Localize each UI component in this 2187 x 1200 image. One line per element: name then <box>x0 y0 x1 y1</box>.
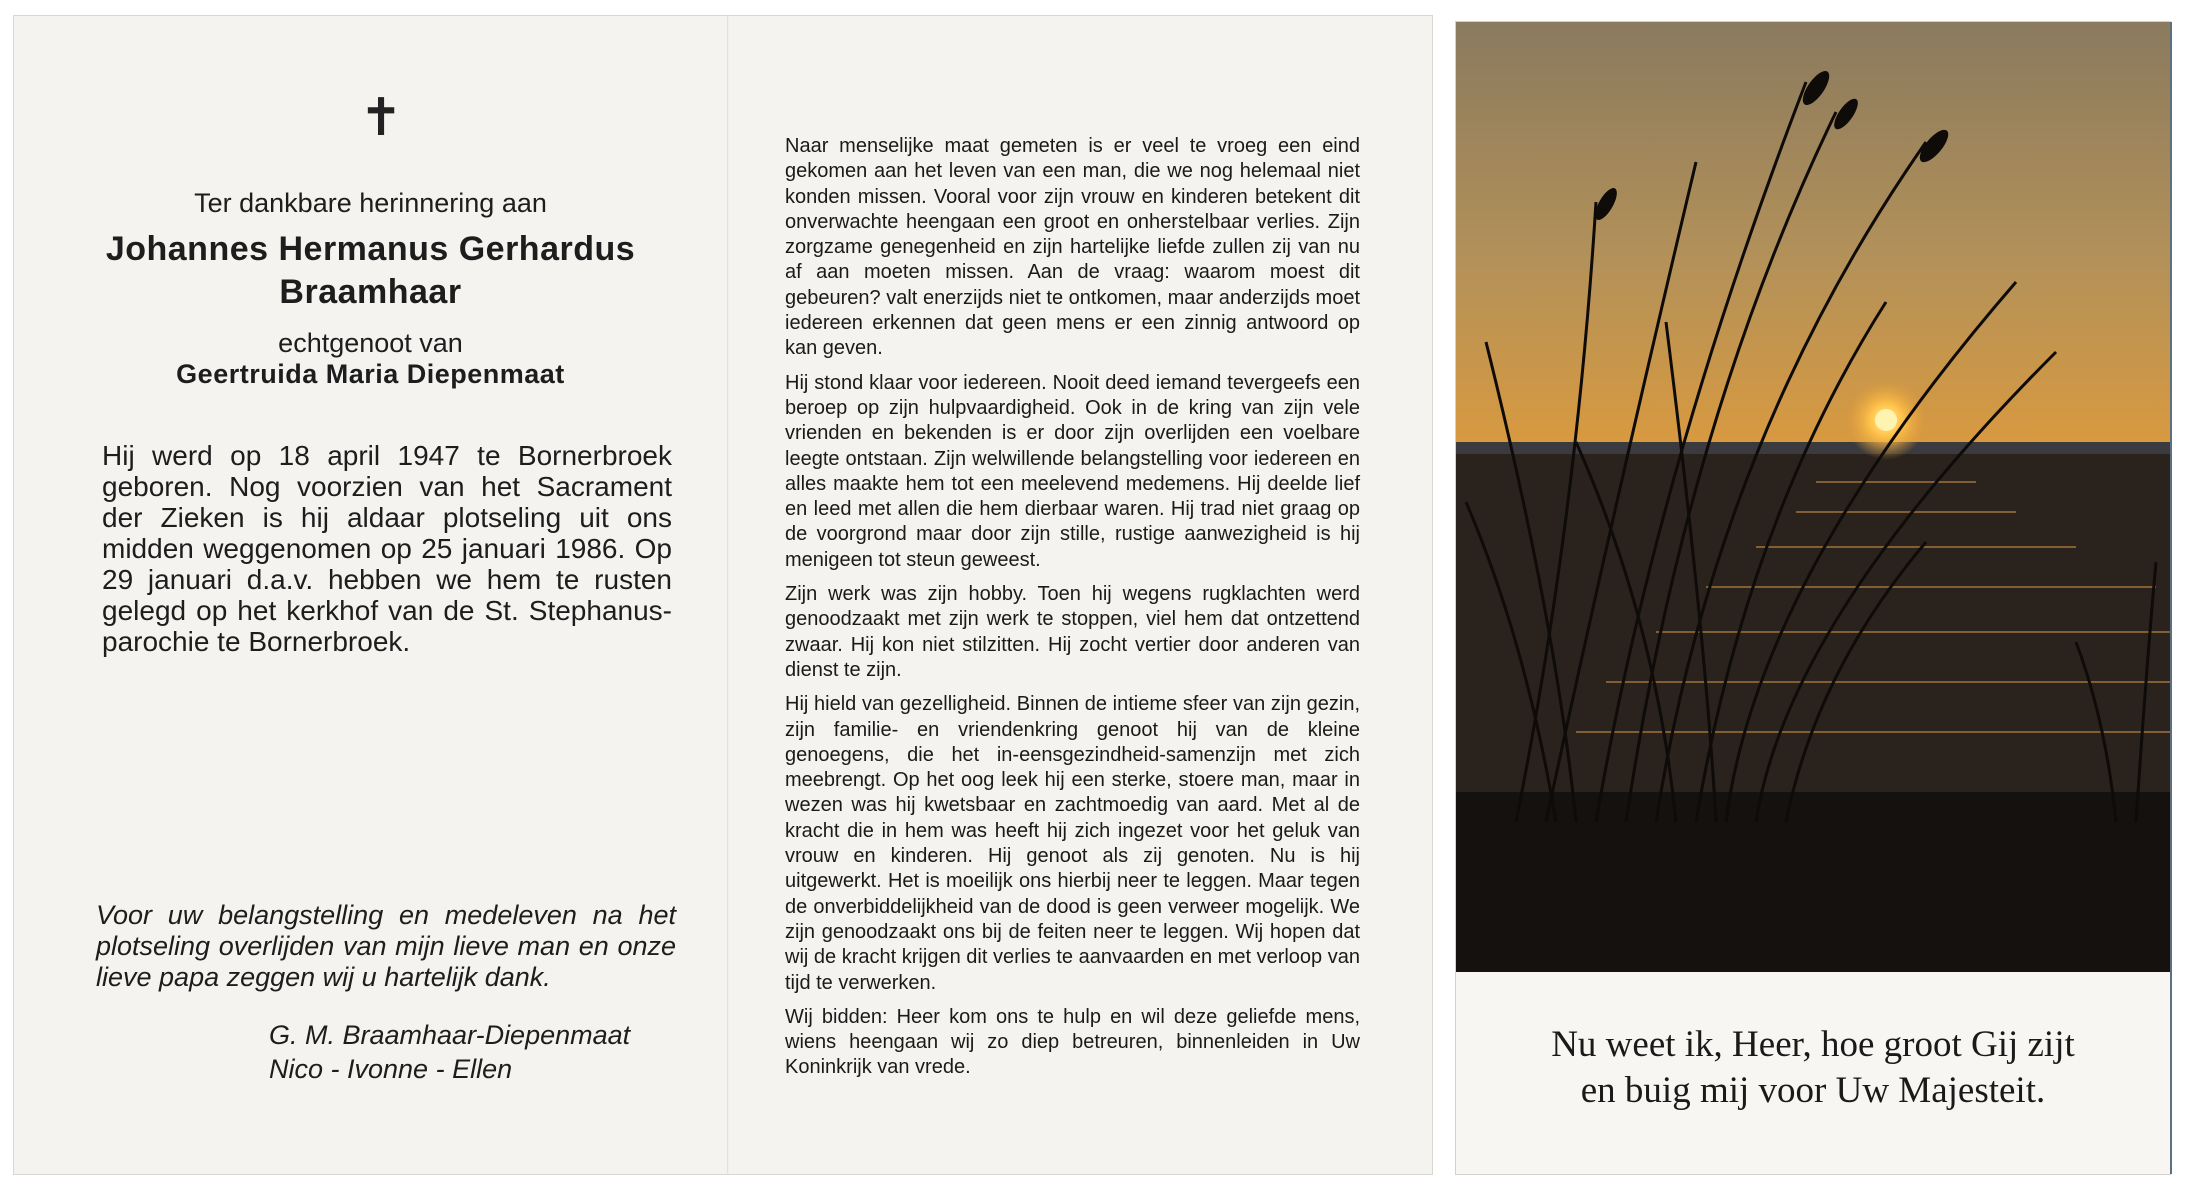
paragraph: Hij stond klaar voor iedereen. Nooit deed iemand tevergeefs een beroep op zijn hulpvaardigheid. Ook in de kring van zijn vele vrienden en bekenden is er door zijn overlijden een voelbare leegte ontstaan. Zijn welwillende belangstelling voor iedereen en alles maakte hem tot een meelevend medemens. Hij deelde lief en leed met allen die hem dierbaar waren. Hij trad niet graag op de voorgrond maar door zijn stille, rustige aanwezigheid is hij menigeen tot steun geweest. <box>785 371 1360 571</box>
spouse-name: Geertruida Maria Diepenmaat <box>176 359 565 389</box>
signature-line-2: Nico - Ivonne - Ellen <box>269 1054 513 1084</box>
deceased-name <box>14 228 727 314</box>
cross-icon: ✝ <box>359 88 403 148</box>
signature-line-1: G. M. Braamhaar-Diepenmaat <box>269 1020 631 1050</box>
thanks-text: Voor uw belangstelling en medeleven na het plotseling overlijden van mijn lieve man en onze lieve papa zeggen wij u hartelijk dank. <box>96 900 676 992</box>
name-line-2: Braamhaar <box>279 273 462 311</box>
biography-text: Hij werd op 18 april 1947 te Bornerbroek geboren. Nog voorzien van het Sacrament der Zieken is hij aldaar plotseling uit ons midden weggenomen op 25 januari 1986. Op 29 januari d.a.v. hebben we hem te rusten gelegd op het kerkhof van de St. Stephanus-parochie te Bornerbroek. <box>102 440 672 657</box>
name-line-1: Johannes Hermanus Gerhardus <box>105 230 636 268</box>
paragraph: Naar menselijke maat gemeten is er veel te vroeg een eind gekomen aan het leven van een man, die we nog helemaal niet konden missen. Vooral voor zijn vrouw en kinderen betekent dit onverwachte heengaan een groot en onherstelbaar verlies. Zijn zorgzame genegenheid en zijn hartelijke liefde zullen zij van nu af aan moeten missen. Aan de vraag: waarom moest dit gebeuren? valt enerzijds niet te ontkomen, maar anderzijds moet iedereen erkennen dat geen mens er een zinnig antwoord op kan geven. <box>785 135 1360 360</box>
paragraph: Hij hield van gezelligheid. Binnen de intieme sfeer van zijn gezin, zijn familie- en vriendenkring genoot hij van de kleine genoegens, die het in-eensgezindheid-samenzijn met zich meebrengt. Op het oog leek hij een sterke, stoere man, maar in wezen was hij kwetsbaar en zachtmoedig van aard. Met al de kracht die in hem was heeft hij zich ingezet voor het geluk van vrouw en kinderen. Hij genoot als zij genoten. Nu is hij uitgewerkt. Het is moeilijk ons hierbij neer te leggen. Maar tegen de onverbiddelijkheid van de dood is geen verweer mogelijk. We zijn genoodzaakt ons bij de feiten neer te leggen. Wij hopen dat wij de kracht krijgen dit verlies te aanvaarden en met verloop van tijd te verwerken. <box>785 693 1360 994</box>
card-fold <box>727 16 729 1174</box>
verse-line-2: en buig mij voor Uw Majesteit. <box>1580 1070 2046 1111</box>
memorial-card-front <box>1456 22 2170 1174</box>
paragraph: Zijn werk was zijn hobby. Toen hij wegens rugklachten werd genoodzaakt met zijn werk te stoppen, viel hem dat ontzettend zwaar. Hij kon niet stilzitten. Hij zocht vertier door anderen van dienst te zijn. <box>785 583 1360 681</box>
spouse-of-label: echtgenoot van <box>278 328 463 358</box>
sunset-reeds-photo <box>1456 22 2170 972</box>
paragraph: Wij bidden: Heer kom ons te hulp en wil deze geliefde mens, wiens heengaan wij zo diep betreuren, binnenleiden in Uw Koninkrijk van vrede. <box>785 1005 1360 1079</box>
left-panel <box>14 16 727 1174</box>
middle-panel-text <box>785 134 1360 1090</box>
verse-text <box>1456 1022 2170 1114</box>
verse-line-1: Nu weet ik, Heer, hoe groot Gij zijt <box>1551 1024 2075 1065</box>
intro-text: Ter dankbare herinnering aan <box>194 188 547 218</box>
